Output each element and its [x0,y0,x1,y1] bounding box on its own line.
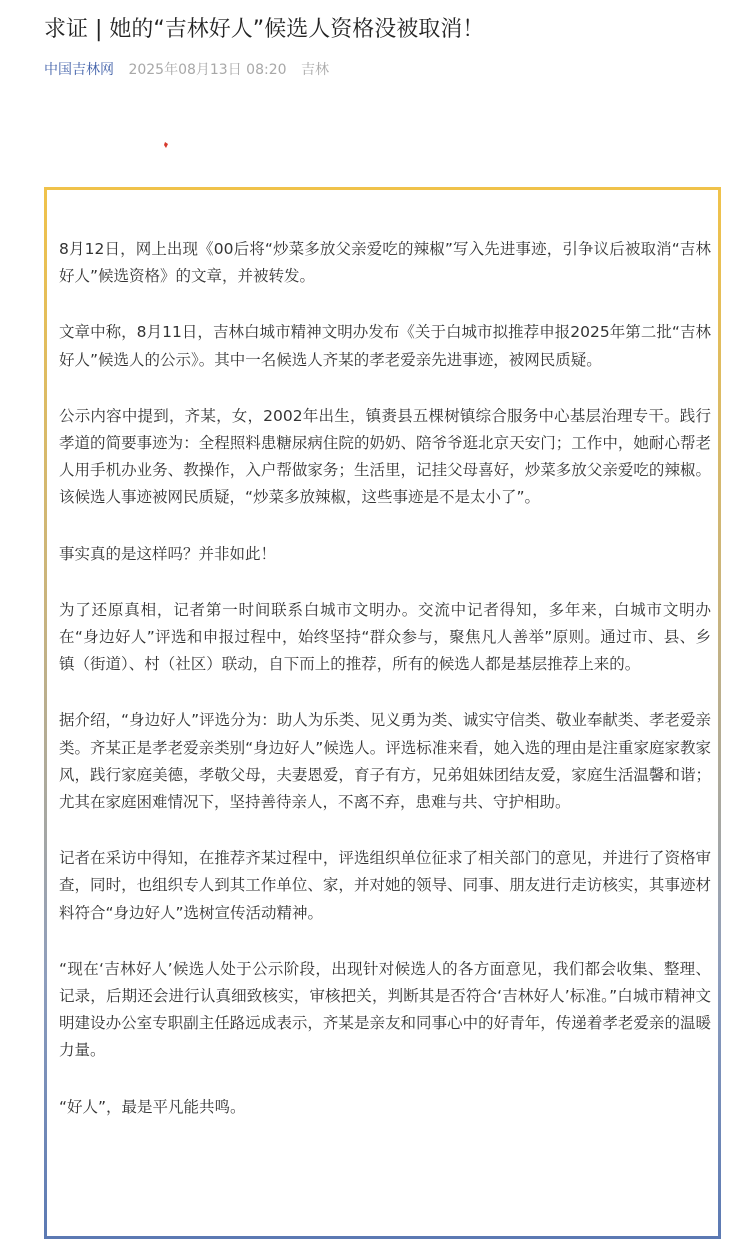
article-meta [44,60,329,80]
paragraph: 事实真的是这样吗？并非如此！ [59,544,277,563]
article-body-frame [44,187,721,1239]
article-title: 求证 | 她的“吉林好人”候选人资格没被取消！ [44,17,485,42]
paragraph: 为了还原真相，记者第一时间联系白城市文明办。交流中记者得知，多年来，白城市文明办在“身边好人”评选和申报过程中，始终坚持“群众参与，聚焦凡人善举”原则。通过市、县、乡镇（街道）、村（社区）联动，自下而上的推荐，所有的候选人都是基层推荐上来的。 [59,600,711,674]
paragraph: 据介绍，“身边好人”评选分为：助人为乐类、见义勇为类、诚实守信类、敬业奉献类、孝老爱亲类。齐某正是孝老爱亲类别“身边好人”候选人。评选标准来看，她入选的理由是注重家庭家教家风，践行家庭美德，孝敬父母，夫妻恩爱，育子有方，兄弟姐妹团结友爱，家庭生活温馨和谐；尤其在家庭困难情况下，坚持善待亲人，不离不弃，患难与共、守护相助。 [59,711,711,812]
article-content [59,236,711,1121]
paragraph: “好人”，最是平凡能共鸣。 [59,1097,246,1116]
paragraph: 文章中称，8月11日，吉林白城市精神文明办发布《关于白城市拟推荐申报2025年第二批“吉林好人”候选人的公示》。其中一名候选人齐某的孝老爱亲先进事迹，被网民质疑。 [59,323,711,369]
paragraph: 记者在采访中得知，在推荐齐某过程中，评选组织单位征求了相关部门的意见，并进行了资格审查，同时，也组织专人到其工作单位、家，并对她的领导、同事、朋友进行走访核实，其事迹材料符合“身边好人”选树宣传活动精神。 [59,849,711,922]
decorative-red-mark-icon [164,142,169,148]
source-link[interactable]: 中国吉林网 [44,62,114,78]
paragraph: 8月12日，网上出现《00后将“炒菜多放父亲爱吃的辣椒”写入先进事迹，引争议后被取消“吉林好人”候选资格》的文章，并被转发。 [59,240,711,286]
publish-datetime: 2025年08月13日 08:20 [128,62,287,78]
paragraph: “现在‘吉林好人’候选人处于公示阶段，出现针对候选人的各方面意见，我们都会收集、整理、记录，后期还会进行认真细致核实，审核把关，判断其是否符合‘吉林好人’标准。”白城市精神文明建设办公室专职副主任路远成表示，齐某是亲友和同事心中的好青年，传递着孝老爱亲的温暖力量。 [59,959,711,1060]
paragraph: 公示内容中提到，齐某，女，2002年出生，镇赉县五棵树镇综合服务中心基层治理专干。践行孝道的简要事迹为：全程照料患糖尿病住院的奶奶、陪爷爷逛北京天安门；工作中，她耐心帮老人用手机办业务、教操作，入户帮做家务；生活里，记挂父母喜好，炒菜多放父亲爱吃的辣椒。该候选人事迹被网民质疑，“炒菜多放辣椒，这些事迹是不是太小了”。 [59,406,711,507]
region-tag: 吉林 [300,62,329,78]
